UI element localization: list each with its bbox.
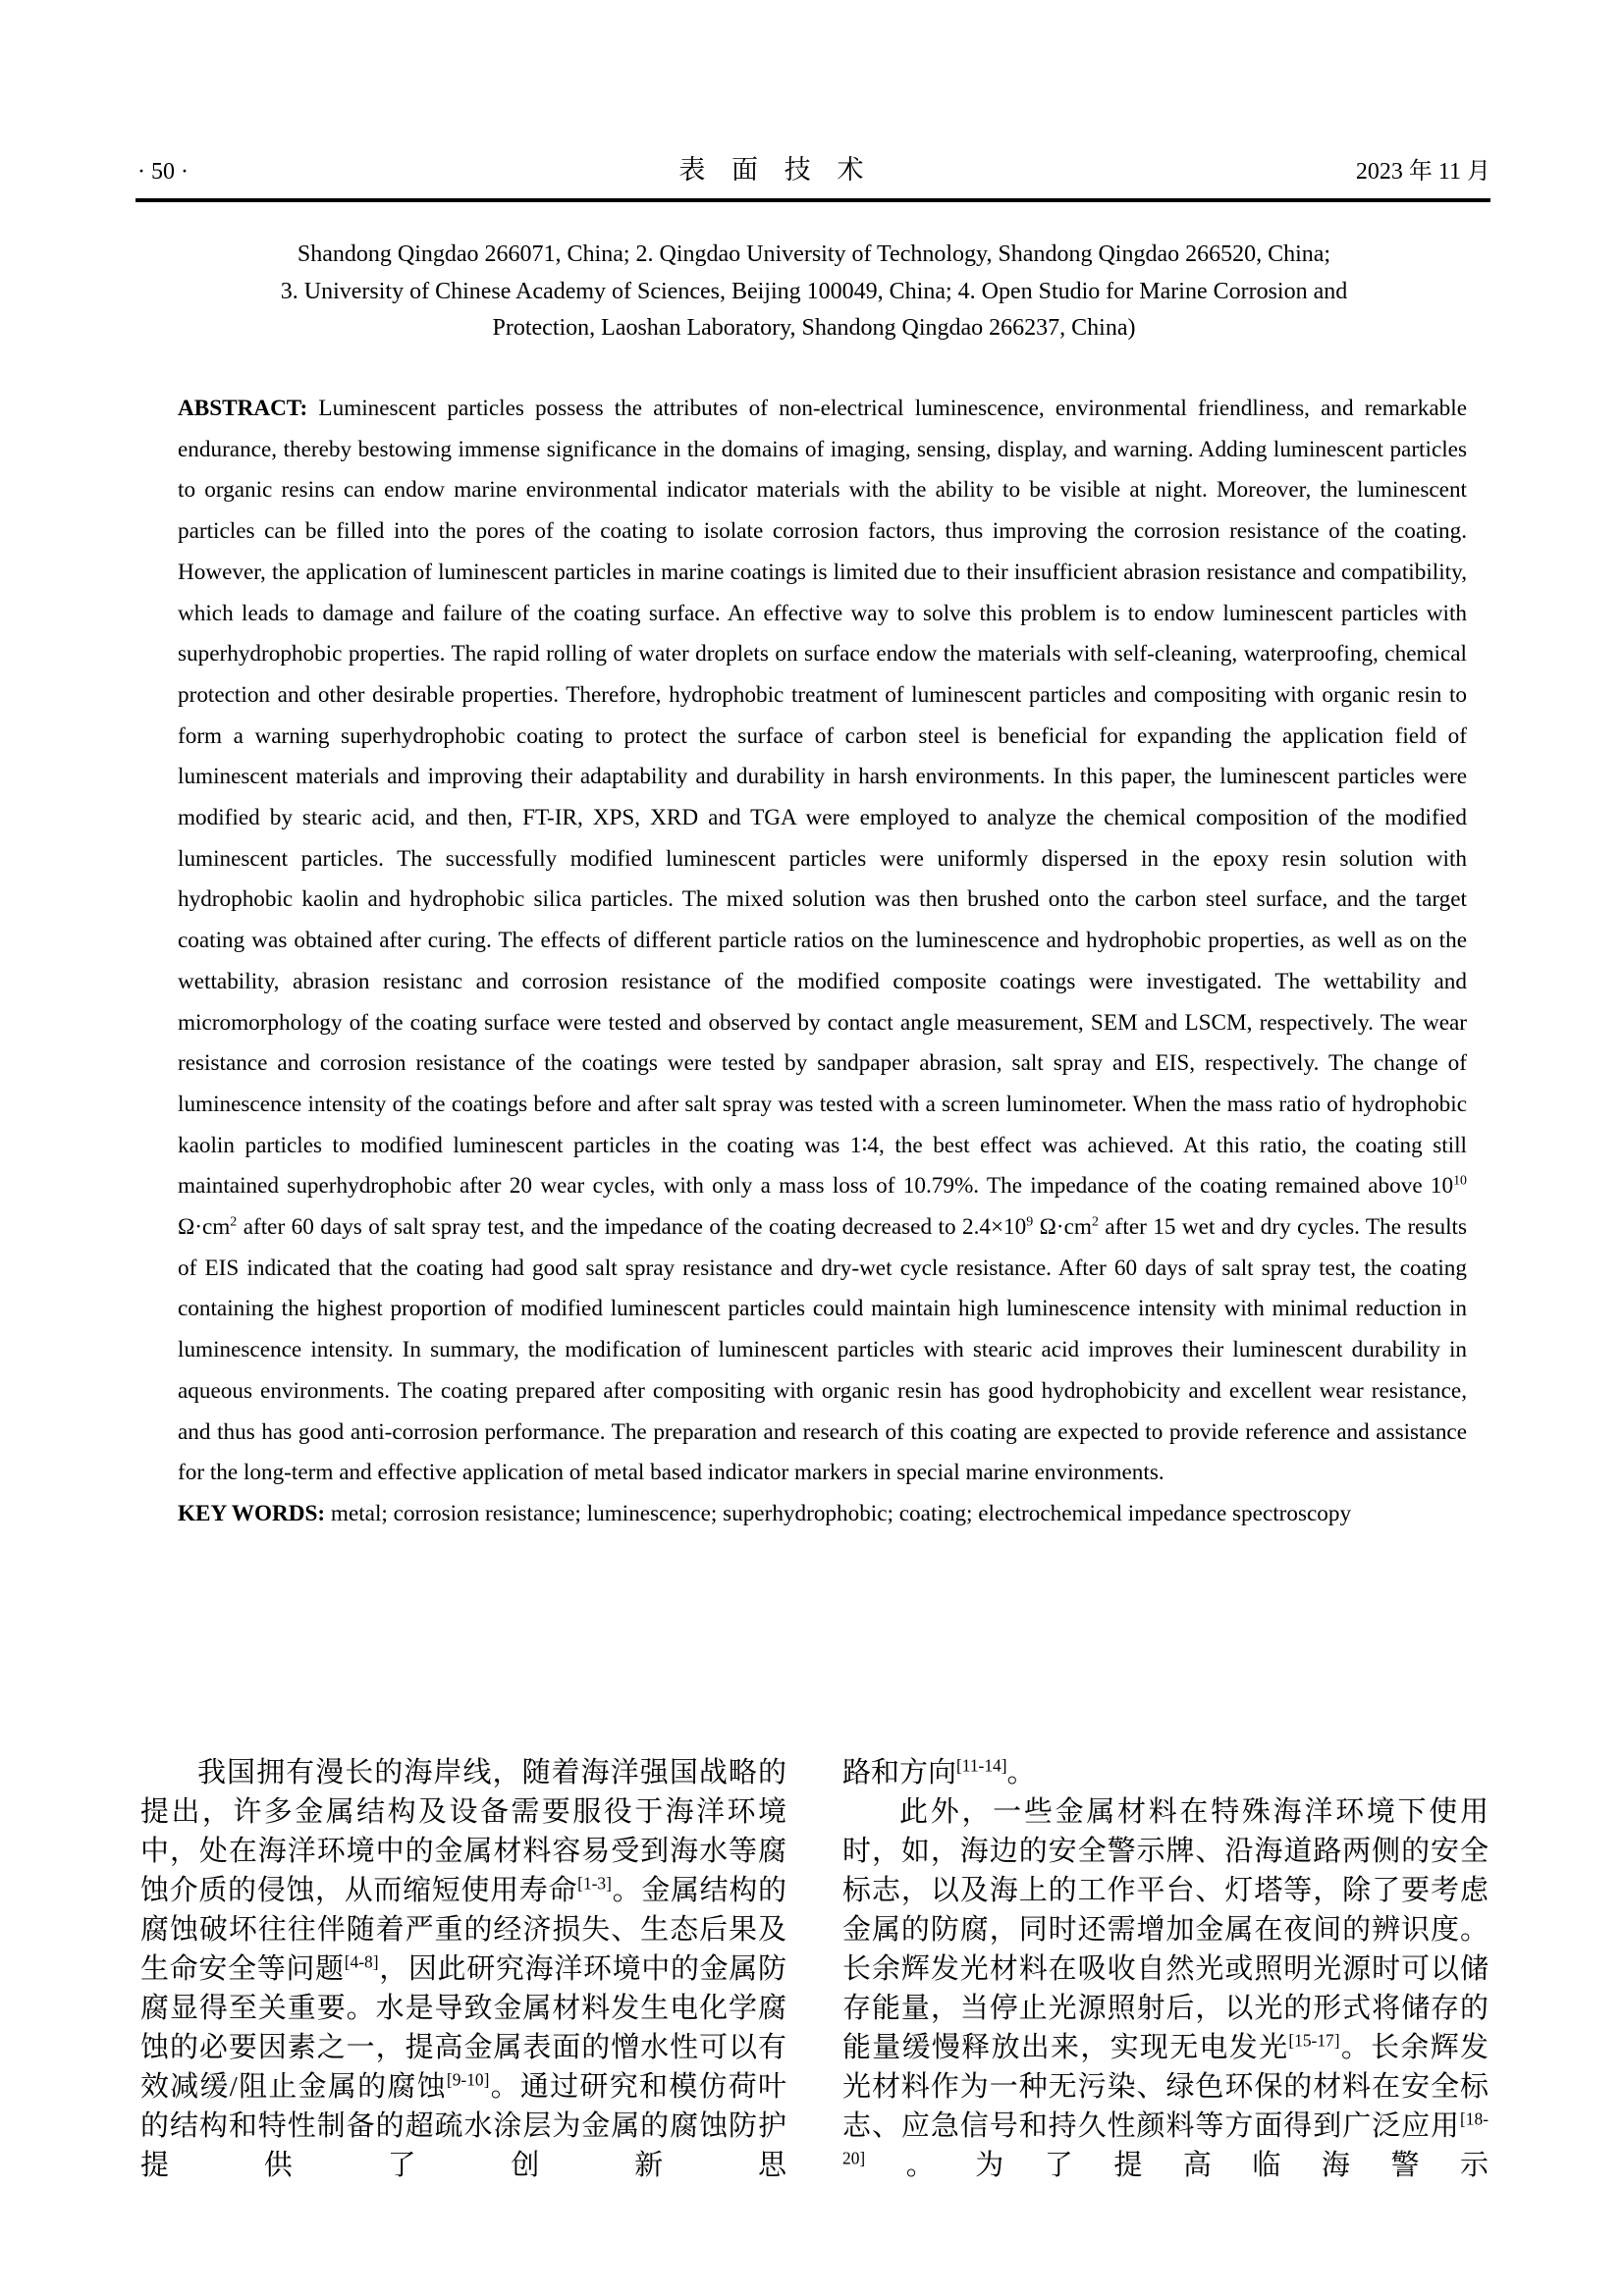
affiliation-line-2: 3. University of Chinese Academy of Sciences, Beijing 100049, China; 4. Open Studio for Marine Corrosion and (280, 278, 1348, 304)
running-head (137, 155, 1490, 187)
affiliation-line-1: Shandong Qingdao 266071, China; 2. Qingdao University of Technology, Shandong Qingdao 266520, China; (297, 241, 1331, 267)
keywords-paragraph (178, 1494, 1467, 1535)
body-columns (140, 1753, 1489, 2185)
affiliation-line-3: Protection, Laoshan Laboratory, Shandong Qingdao 266237, China) (492, 315, 1136, 341)
keywords-text: metal; corrosion resistance; luminescence; superhydrophobic; coating; electrochemical impedance spectroscopy (325, 1500, 1352, 1526)
abstract-section (178, 389, 1467, 1535)
abstract-label: ABSTRACT: (178, 396, 308, 421)
body-paragraph-2: 此外，一些金属材料在特殊海洋环境下使用时，如，海边的安全警示牌、沿海道路两侧的安全标志，以及海上的工作平台、灯塔等，除了要考虑金属的防腐，同时还需增加金属在夜间的辨识度。长余辉发光材料在吸收自然光或照明光源时可以储存能量，当停止光源照射后，以光的形式将储存的能量缓慢释放出来，实现无电发光[15-17]。长余辉发光材料作为一种无污染、绿色环保的材料在安全标志、应急信号和持久性颜料等方面得到广泛应用[18-20]。为了提高临海警示 (842, 1796, 1489, 2181)
abstract-paragraph (178, 389, 1467, 1494)
body-right-column (842, 1753, 1489, 2185)
body-paragraph-1-end: 路和方向[11-14]。 (842, 1755, 1036, 1789)
abstract-text: Luminescent particles possess the attributes of non-electrical luminescence, environmental friendliness, and remarkable endurance, thereby bestowing immense significance in the domains of imaging, sensing, display, and warning. Adding luminescent particles to organic resins can endow marine environmental indicator materials with the ability to be visible at night. Moreover, the luminescent particles can be filled into the pores of the coating to isolate corrosion factors, thus improving the corrosion resistance of the coating. However, the application of luminescent particles in marine coatings is limited due to their insufficient abrasion resistance and compatibility, which leads to damage and failure of the coating surface. An effective way to solve this problem is to endow luminescent particles with superhydrophobic properties. The rapid rolling of water droplets on surface endow the materials with self-cleaning, waterproofing, chemical protection and other desirable properties. Therefore, hydrophobic treatment of luminescent particles and compositing with organic resin to form a warning superhydrophobic coating to protect the surface of carbon steel is beneficial for expanding the application field of luminescent materials and improving their adaptability and durability in harsh environments. In this paper, the luminescent particles were modified by stearic acid, and then, FT-IR, XPS, XRD and TGA were employed to analyze the chemical composition of the modified luminescent particles. The successfully modified luminescent particles were uniformly dispersed in the epoxy resin solution with hydrophobic kaolin and hydrophobic silica particles. The mixed solution was then brushed onto the carbon steel surface, and the target coating was obtained after curing. The effects of different particle ratios on the luminescence and hydrophobic properties, as well as on the wettability, abrasion resistanc and corrosion resistance of the modified composite coatings were investigated. The wettability and micromorphology of the coating surface were tested and observed by contact angle measurement, SEM and LSCM, respectively. The wear resistance and corrosion resistance of the coatings were tested by sandpaper abrasion, salt spray and EIS, respectively. The change of luminescence intensity of the coatings before and after salt spray was tested with a screen luminometer. When the mass ratio of hydrophobic kaolin particles to modified luminescent particles in the coating was 1∶4, the best effect was achieved. At this ratio, the coating still maintained superhydrophobic after 20 wear cycles, with only a mass loss of 10.79%. The impedance of the coating remained above $10^{10}$ $\Omega\cdot cm^2$ after 60 days of salt spray test, and the impedance of the coating decreased to $2.4\times 10^9$ $\Omega\cdot cm^2$ after 15 wet and dry cycles. The results of EIS indicated that the coating had good salt spray resistance and dry-wet cycle resistance. After 60 days of salt spray test, the coating containing the highest proportion of modified luminescent particles could maintain high luminescence intensity with minimal reduction in luminescence intensity. In summary, the modification of luminescent particles with stearic acid improves their luminescent durability in aqueous environments. The coating prepared after compositing with organic resin has good hydrophobicity and excellent wear resistance, and thus has good anti-corrosion performance. The preparation and research of this coating are expected to provide reference and assistance for the long-term and effective application of metal based indicator markers in special marine environments. (178, 396, 1467, 1486)
affiliation-block (137, 237, 1490, 347)
keywords-label: KEY WORDS: (178, 1500, 326, 1526)
header-rule (135, 198, 1490, 202)
body-left-column (140, 1753, 786, 2185)
journal-title: 表 面 技 术 (678, 155, 866, 185)
page-number: · 50 · (137, 159, 189, 185)
body-paragraph-1-left: 我国拥有漫长的海岸线，随着海洋强国战略的提出，许多金属结构及设备需要服役于海洋环境中，处在海洋环境中的金属材料容易受到海水等腐蚀介质的侵蚀，从而缩短使用寿命[1-3]。金属结构的腐蚀破坏往往伴随着严重的经济损失、生态后果及生命安全等问题[4-8]，因此研究海洋环境中的金属防腐显得至关重要。水是导致金属材料发生电化学腐蚀的必要因素之一，提高金属表面的憎水性可以有效减缓/阻止金属的腐蚀[9-10]。通过研究和模仿荷叶的结构和特性制备的超疏水涂层为金属的腐蚀防护提供了创新思 (140, 1757, 786, 2181)
issue-date: 2023 年 11 月 (1355, 159, 1490, 185)
